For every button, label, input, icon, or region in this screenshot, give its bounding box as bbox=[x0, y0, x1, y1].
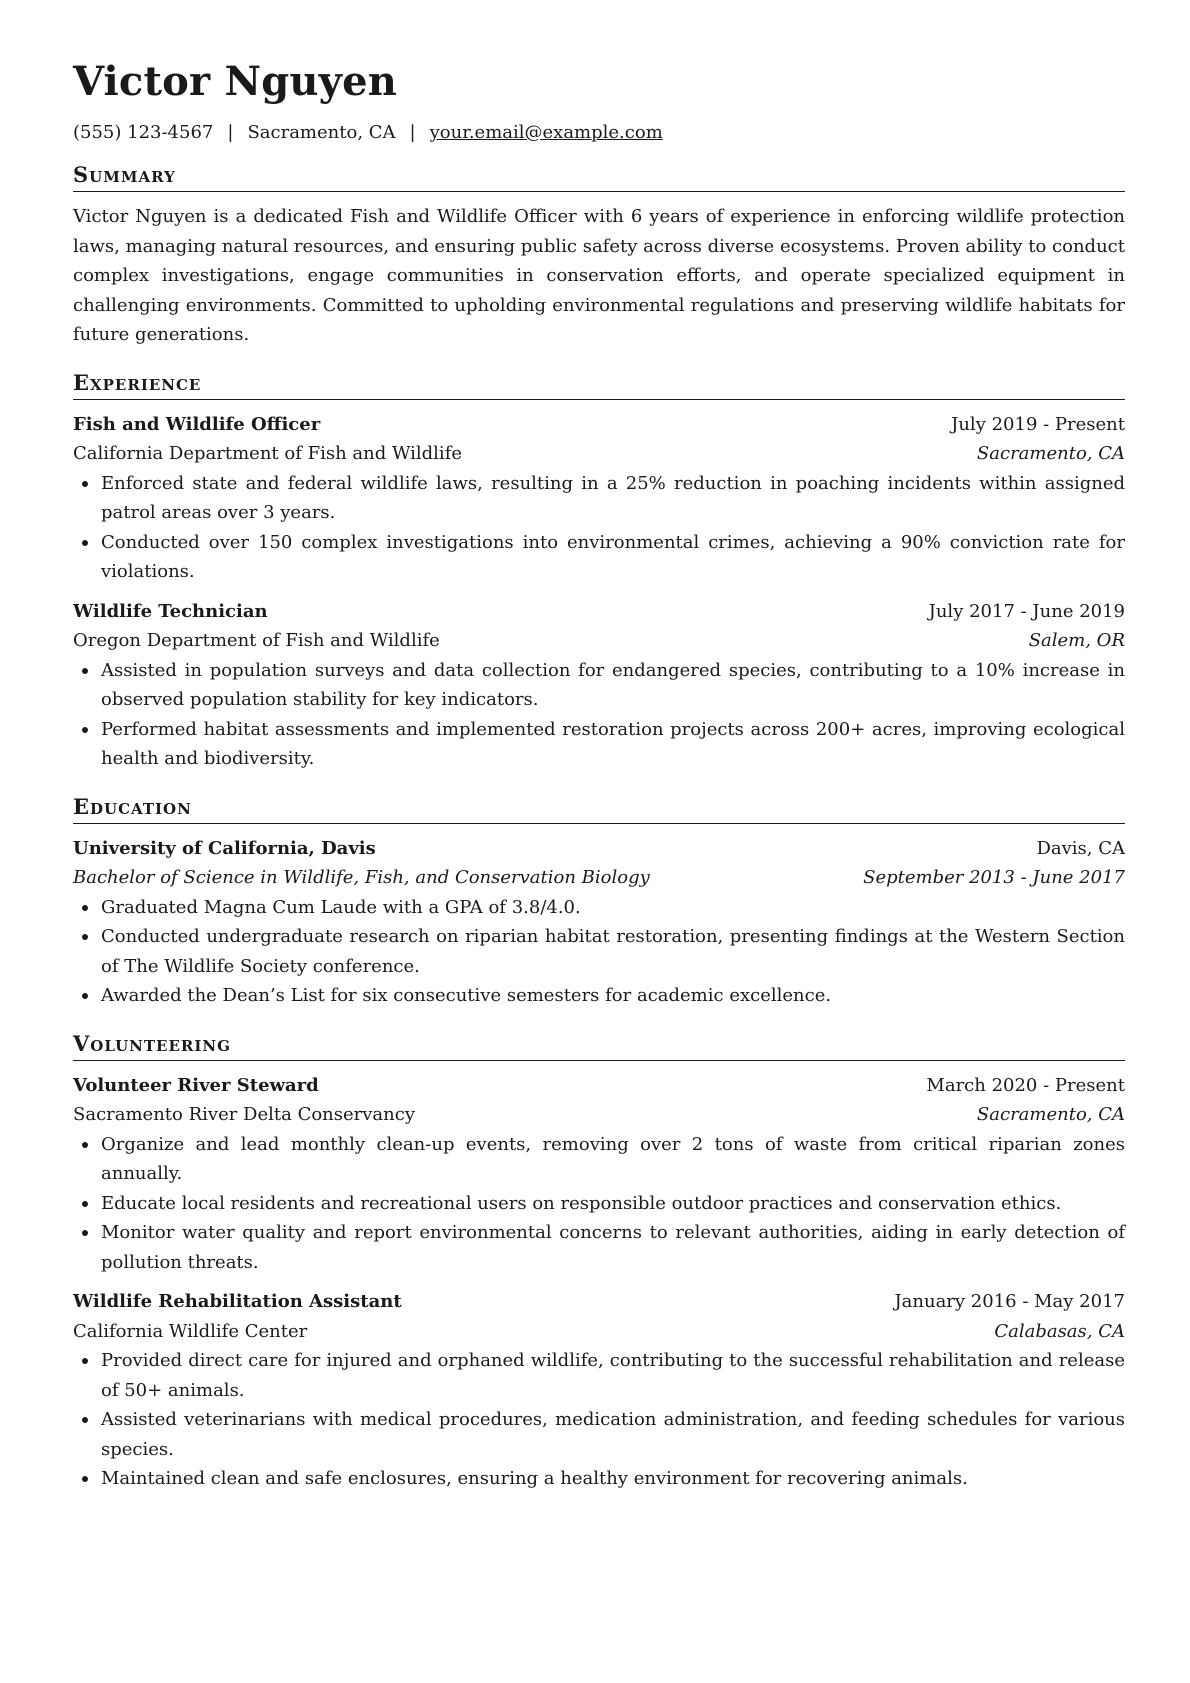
bullet-text: Enforced state and federal wildlife laws, resulting in a 25% reduction in poaching incidents within assigned patrol areas over 3 years. bbox=[101, 472, 1125, 523]
list-item bbox=[73, 656, 1125, 715]
employer: Oregon Department of Fish and Wildlife bbox=[73, 630, 440, 651]
resume-page bbox=[73, 58, 1125, 1504]
list-item bbox=[73, 1130, 1125, 1189]
volunteer-org: California Wildlife Center bbox=[73, 1320, 308, 1342]
bullet-icon bbox=[82, 540, 88, 546]
education-dates: September 2013 - June 2017 bbox=[863, 867, 1125, 888]
phone-number: (555) 123-4567 bbox=[73, 122, 214, 143]
bullet-list bbox=[73, 656, 1125, 774]
contact-separator: | bbox=[227, 122, 234, 143]
employer: California Department of Fish and Wildlife bbox=[73, 443, 463, 464]
bullet-icon bbox=[82, 905, 88, 911]
bullet-icon bbox=[82, 1201, 88, 1207]
bullet-text: Educate local residents and recreational users on responsible outdoor practices and conservation ethics. bbox=[101, 1192, 1062, 1214]
bullet-icon bbox=[82, 1142, 88, 1148]
bullet-icon bbox=[82, 1230, 88, 1236]
bullet-icon bbox=[82, 481, 88, 487]
volunteering-entry bbox=[73, 1071, 1125, 1278]
volunteer-role: Wildlife Rehabilitation Assistant bbox=[73, 1291, 402, 1312]
bullet-text: Maintained clean and safe enclosures, ensuring a healthy environment for recovering animals. bbox=[101, 1468, 968, 1489]
entry-subheader-row bbox=[73, 1317, 1125, 1347]
job-dates: July 2017 - June 2019 bbox=[928, 600, 1125, 622]
bullet-icon bbox=[82, 1476, 88, 1482]
list-item bbox=[73, 1346, 1125, 1405]
volunteer-dates: March 2020 - Present bbox=[926, 1074, 1125, 1096]
list-item bbox=[73, 528, 1125, 587]
section-title-experience: Experience bbox=[73, 370, 1125, 400]
list-item bbox=[73, 469, 1125, 528]
entry-header-row bbox=[73, 1287, 1125, 1317]
volunteering-entry bbox=[73, 1287, 1125, 1494]
entry-header-row bbox=[73, 597, 1125, 627]
candidate-name: Victor Nguyen bbox=[73, 58, 398, 105]
bullet-list bbox=[73, 1130, 1125, 1278]
contact-separator: | bbox=[409, 122, 416, 143]
list-item bbox=[73, 922, 1125, 981]
entry-subheader-row bbox=[73, 863, 1125, 893]
entry-subheader-row bbox=[73, 1100, 1125, 1130]
school-location: Davis, CA bbox=[1036, 837, 1125, 859]
bullet-text: Conducted undergraduate research on riparian habitat restoration, presenting findings at the Western Section of The Wildlife Society conference. bbox=[101, 926, 1125, 977]
bullet-text: Performed habitat assessments and implemented restoration projects across 200+ acres, improving ecological health and biodiversity. bbox=[101, 718, 1125, 769]
education-entry bbox=[73, 834, 1125, 1011]
bullet-icon bbox=[82, 727, 88, 733]
volunteer-location: Calabasas, CA bbox=[994, 1320, 1125, 1342]
experience-entry bbox=[73, 597, 1125, 774]
bullet-list bbox=[73, 469, 1125, 587]
bullet-text: Awarded the Dean’s List for six consecutive semesters for academic excellence. bbox=[101, 985, 832, 1006]
entry-subheader-row bbox=[73, 439, 1125, 469]
bullet-text: Graduated Magna Cum Laude with a GPA of 3.8/4.0. bbox=[101, 896, 581, 918]
bullet-text: Assisted in population surveys and data collection for endangered species, contributing to a 10% increase in observed population stability for key indicators. bbox=[101, 659, 1125, 710]
job-location: Sacramento, CA bbox=[976, 443, 1125, 464]
bullet-icon bbox=[82, 934, 88, 940]
experience-entry bbox=[73, 410, 1125, 587]
section-title-volunteering: Volunteering bbox=[73, 1031, 1125, 1061]
email-link[interactable]: your.email@example.com bbox=[429, 122, 663, 143]
list-item bbox=[73, 1218, 1125, 1277]
entry-header-row bbox=[73, 834, 1125, 864]
job-title: Fish and Wildlife Officer bbox=[73, 413, 321, 435]
volunteer-dates: January 2016 - May 2017 bbox=[894, 1291, 1125, 1312]
job-dates: July 2019 - Present bbox=[951, 413, 1125, 435]
entry-header-row bbox=[73, 410, 1125, 440]
contact-line bbox=[73, 120, 1125, 146]
list-item bbox=[73, 1405, 1125, 1464]
list-item bbox=[73, 893, 1125, 923]
bullet-text: Organize and lead monthly clean-up events, removing over 2 tons of waste from critical riparian zones annually. bbox=[101, 1133, 1125, 1184]
bullet-list bbox=[73, 893, 1125, 1011]
location: Sacramento, CA bbox=[247, 122, 396, 143]
bullet-text: Assisted veterinarians with medical procedures, medication administration, and feeding schedules for various species. bbox=[101, 1409, 1125, 1460]
volunteer-role: Volunteer River Steward bbox=[73, 1074, 319, 1096]
entry-header-row bbox=[73, 1071, 1125, 1101]
list-item bbox=[73, 1189, 1125, 1219]
bullet-icon bbox=[82, 668, 88, 674]
bullet-list bbox=[73, 1346, 1125, 1494]
summary-text: Victor Nguyen is a dedicated Fish and Wildlife Officer with 6 years of experience in enforcing wildlife protection laws, managing natural resources, and ensuring public safety across diverse ecosystems. Proven ability to conduct complex investigations, engage communities in conservation efforts, and operate specialized equipment in challenging environments. Committed to upholding environmental regulations and preserving wildlife habitats for future generations. bbox=[73, 206, 1125, 345]
bullet-icon bbox=[82, 1358, 88, 1364]
volunteer-org: Sacramento River Delta Conservancy bbox=[73, 1104, 416, 1125]
bullet-icon bbox=[82, 1417, 88, 1423]
section-title-summary: Summary bbox=[73, 162, 1125, 192]
list-item bbox=[73, 1464, 1125, 1494]
list-item bbox=[73, 715, 1125, 774]
section-title-education: Education bbox=[73, 794, 1125, 824]
job-title: Wildlife Technician bbox=[73, 600, 268, 622]
bullet-text: Conducted over 150 complex investigations into environmental crimes, achieving a 90% conviction rate for violations. bbox=[101, 531, 1125, 582]
volunteer-location: Sacramento, CA bbox=[976, 1104, 1125, 1125]
bullet-text: Provided direct care for injured and orphaned wildlife, contributing to the successful rehabilitation and release of 50+ animals. bbox=[101, 1350, 1125, 1401]
job-location: Salem, OR bbox=[1028, 630, 1125, 651]
degree: Bachelor of Science in Wildlife, Fish, and Conservation Biology bbox=[73, 867, 650, 888]
bullet-icon bbox=[82, 993, 88, 999]
school-name: University of California, Davis bbox=[73, 837, 376, 859]
bullet-text: Monitor water quality and report environmental concerns to relevant authorities, aiding in early detection of pollution threats. bbox=[101, 1222, 1125, 1273]
entry-subheader-row bbox=[73, 626, 1125, 656]
list-item bbox=[73, 981, 1125, 1011]
